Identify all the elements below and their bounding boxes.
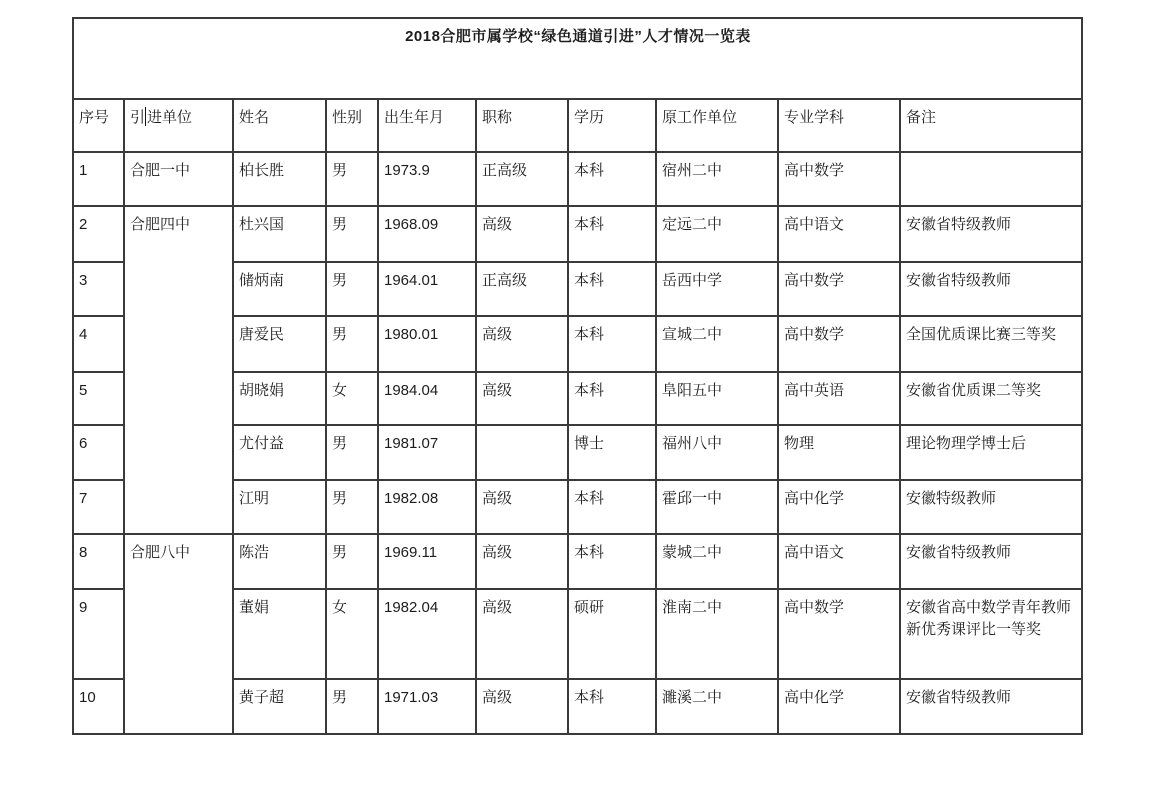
cell-remark[interactable]: 安徽省特级教师	[900, 206, 1082, 262]
cell-remark[interactable]: 安徽省特级教师	[900, 262, 1082, 316]
cell-index[interactable]: 3	[73, 262, 124, 316]
cell-birth[interactable]: 1973.9	[378, 152, 476, 206]
cell-remark[interactable]: 安徽特级教师	[900, 480, 1082, 534]
cell-gender[interactable]: 男	[326, 534, 378, 589]
cell-title[interactable]: 高级	[476, 372, 568, 425]
cell-name[interactable]: 黄子超	[233, 679, 326, 734]
cell-index[interactable]: 10	[73, 679, 124, 734]
cell-prev_unit[interactable]: 濉溪二中	[656, 679, 778, 734]
cell-gender[interactable]: 男	[326, 206, 378, 262]
cell-prev_unit[interactable]: 淮南二中	[656, 589, 778, 679]
cell-title[interactable]: 高级	[476, 589, 568, 679]
cell-subject[interactable]: 高中数学	[778, 316, 900, 372]
cell-degree[interactable]: 本科	[568, 152, 656, 206]
cell-title[interactable]: 正高级	[476, 152, 568, 206]
cell-remark[interactable]: 安徽省高中数学青年教师新优秀课评比一等奖	[900, 589, 1082, 679]
cell-title[interactable]: 高级	[476, 206, 568, 262]
column-header-unit[interactable]	[124, 99, 233, 152]
cell-index[interactable]: 8	[73, 534, 124, 589]
cell-remark[interactable]: 安徽省特级教师	[900, 534, 1082, 589]
cell-degree[interactable]: 本科	[568, 316, 656, 372]
talent-table	[72, 17, 1083, 735]
cell-prev_unit[interactable]: 蒙城二中	[656, 534, 778, 589]
column-header-subject[interactable]: 专业学科	[778, 99, 900, 152]
column-header-index[interactable]: 序号	[73, 99, 124, 152]
table-row-8	[73, 534, 1082, 589]
cell-birth[interactable]: 1981.07	[378, 425, 476, 480]
cell-degree[interactable]: 本科	[568, 372, 656, 425]
cell-birth[interactable]: 1971.03	[378, 679, 476, 734]
cell-remark[interactable]: 安徽省特级教师	[900, 679, 1082, 734]
cell-name[interactable]: 柏长胜	[233, 152, 326, 206]
cell-name[interactable]: 杜兴国	[233, 206, 326, 262]
cell-prev_unit[interactable]: 宿州二中	[656, 152, 778, 206]
column-header-birth[interactable]: 出生年月	[378, 99, 476, 152]
cell-degree[interactable]: 博士	[568, 425, 656, 480]
cell-birth[interactable]: 1980.01	[378, 316, 476, 372]
cell-name[interactable]: 董娟	[233, 589, 326, 679]
cell-index[interactable]: 1	[73, 152, 124, 206]
cell-subject[interactable]: 高中化学	[778, 679, 900, 734]
column-header-gender[interactable]: 性别	[326, 99, 378, 152]
cell-degree[interactable]: 本科	[568, 262, 656, 316]
cell-birth[interactable]: 1968.09	[378, 206, 476, 262]
cell-gender[interactable]: 女	[326, 589, 378, 679]
cell-name[interactable]: 储炳南	[233, 262, 326, 316]
cell-name[interactable]: 陈浩	[233, 534, 326, 589]
cell-index[interactable]: 2	[73, 206, 124, 262]
table-row-1	[73, 152, 1082, 206]
cell-name[interactable]: 尤付益	[233, 425, 326, 480]
cell-index[interactable]: 4	[73, 316, 124, 372]
cell-gender[interactable]: 男	[326, 316, 378, 372]
cell-subject[interactable]: 高中数学	[778, 152, 900, 206]
column-header-degree[interactable]: 学历	[568, 99, 656, 152]
text-caret	[145, 107, 146, 126]
table-title[interactable]: 2018合肥市属学校“绿色通道引进”人才情况一览表	[73, 18, 1082, 99]
cell-gender[interactable]: 女	[326, 372, 378, 425]
title-row	[73, 18, 1082, 99]
cell-subject[interactable]: 高中英语	[778, 372, 900, 425]
column-header-title[interactable]: 职称	[476, 99, 568, 152]
cell-subject[interactable]: 高中语文	[778, 534, 900, 589]
header-row	[73, 99, 1082, 152]
cell-degree[interactable]: 本科	[568, 206, 656, 262]
cell-name[interactable]: 胡晓娟	[233, 372, 326, 425]
cell-index[interactable]: 5	[73, 372, 124, 425]
cell-name[interactable]: 唐爱民	[233, 316, 326, 372]
cell-subject[interactable]: 高中语文	[778, 206, 900, 262]
cell-birth[interactable]: 1969.11	[378, 534, 476, 589]
cell-prev_unit[interactable]: 岳西中学	[656, 262, 778, 316]
cell-degree[interactable]: 本科	[568, 534, 656, 589]
cell-gender[interactable]: 男	[326, 262, 378, 316]
cell-gender[interactable]: 男	[326, 679, 378, 734]
cell-subject[interactable]: 高中化学	[778, 480, 900, 534]
column-header-name[interactable]: 姓名	[233, 99, 326, 152]
cell-subject[interactable]: 物理	[778, 425, 900, 480]
cell-degree[interactable]: 硕研	[568, 589, 656, 679]
cell-unit[interactable]: 合肥四中	[124, 206, 233, 534]
cell-title[interactable]	[476, 425, 568, 480]
cell-subject[interactable]: 高中数学	[778, 589, 900, 679]
cell-prev_unit[interactable]: 福州八中	[656, 425, 778, 480]
header-label-part: 引	[130, 109, 146, 126]
cell-title[interactable]: 高级	[476, 480, 568, 534]
cell-index[interactable]: 7	[73, 480, 124, 534]
cell-birth[interactable]: 1982.04	[378, 589, 476, 679]
cell-name[interactable]: 江明	[233, 480, 326, 534]
cell-gender[interactable]: 男	[326, 480, 378, 534]
cell-index[interactable]: 9	[73, 589, 124, 679]
cell-subject[interactable]: 高中数学	[778, 262, 900, 316]
cell-prev_unit[interactable]: 定远二中	[656, 206, 778, 262]
cell-remark[interactable]	[900, 152, 1082, 206]
cell-remark[interactable]: 安徽省优质课二等奖	[900, 372, 1082, 425]
cell-gender[interactable]: 男	[326, 152, 378, 206]
cell-title[interactable]: 正高级	[476, 262, 568, 316]
cell-prev_unit[interactable]: 宣城二中	[656, 316, 778, 372]
cell-title[interactable]: 高级	[476, 316, 568, 372]
column-header-prev_unit[interactable]: 原工作单位	[656, 99, 778, 152]
cell-remark[interactable]: 理论物理学博士后	[900, 425, 1082, 480]
cell-unit[interactable]: 合肥八中	[124, 534, 233, 734]
cell-degree[interactable]: 本科	[568, 480, 656, 534]
cell-prev_unit[interactable]: 阜阳五中	[656, 372, 778, 425]
cell-remark[interactable]: 全国优质课比赛三等奖	[900, 316, 1082, 372]
column-header-remark[interactable]: 备注	[900, 99, 1082, 152]
cell-index[interactable]: 6	[73, 425, 124, 480]
cell-degree[interactable]: 本科	[568, 679, 656, 734]
cell-gender[interactable]: 男	[326, 425, 378, 480]
cell-prev_unit[interactable]: 霍邱一中	[656, 480, 778, 534]
talent-table-body	[73, 18, 1082, 734]
cell-title[interactable]: 高级	[476, 679, 568, 734]
cell-birth[interactable]: 1964.01	[378, 262, 476, 316]
table-row-2	[73, 206, 1082, 262]
cell-title[interactable]: 高级	[476, 534, 568, 589]
cell-birth[interactable]: 1984.04	[378, 372, 476, 425]
cell-birth[interactable]: 1982.08	[378, 480, 476, 534]
cell-unit[interactable]: 合肥一中	[124, 152, 233, 206]
header-label-part: 进单位	[147, 109, 193, 126]
